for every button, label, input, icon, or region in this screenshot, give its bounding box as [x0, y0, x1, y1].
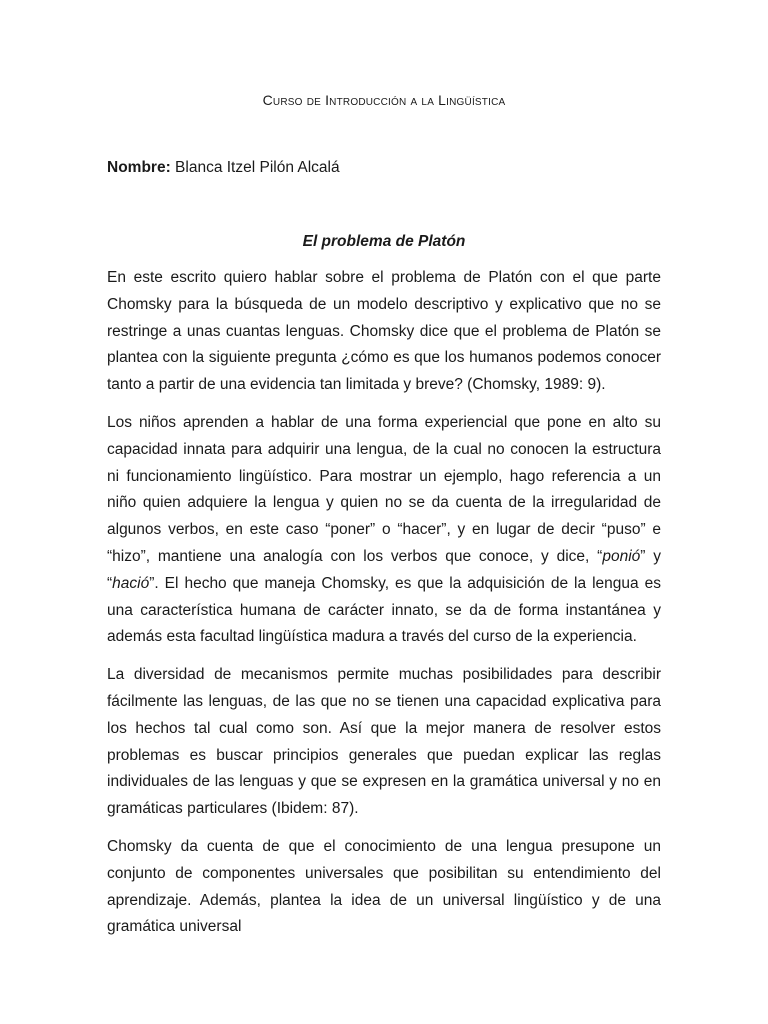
name-label: Nombre: — [107, 159, 171, 176]
paragraph-2 — [107, 410, 661, 651]
name-value: Blanca Itzel Pilón Alcalá — [175, 159, 340, 176]
document-title: El problema de Platón — [302, 233, 466, 250]
paragraph-2-part-a: Los niños aprenden a hablar de una forma experiencial que pone en alto su capacidad innata para adquirir una lengua, de la cual no conocen la estructura ni funcionamiento lingüístico. Para mostrar un ejemplo, hago referencia a un niño quien adquiere la lengua y quien no se da cuenta de la irregularidad de algunos verbos, en este caso “poner” o “hacer”, y en lugar de decir “puso” e “hizo”, mantiene una analogía con los verbos que conoce, y dice, “ — [107, 413, 661, 565]
paragraph-2-part-b: ” y “ — [107, 547, 661, 592]
paragraph-4: Chomsky da cuenta de que el conocimiento de una lengua presupone un conjunto de componentes universales que posibilitan su entendimiento del aprendizaje. Además, plantea la idea de un universal lingüístico y de una gramática universal — [107, 837, 661, 936]
document-body — [107, 265, 661, 952]
student-name-line — [107, 159, 340, 177]
course-title: Curso de Introducción a la Lingüística — [262, 92, 506, 108]
paragraph-2-part-c: ”. El hecho que maneja Chomsky, es que la adquisición de la lengua es una característica humana de carácter innato, se da de forma instantánea y además esta facultad lingüística madura a través del curso de la experiencia. — [107, 574, 661, 646]
paragraph-3: La diversidad de mecanismos permite muchas posibilidades para describir fácilmente las lenguas, de las que no se tienen una capacidad explicativa para los hechos tal cual como son. Así que la mejor manera de resolver estos problemas es buscar principios generales que puedan explicar las reglas individuales de las lenguas y que se expresen en la gramática universal y no en gramáticas particulares (Ibidem: 87). — [107, 666, 661, 818]
italic-word-ponio: ponió — [602, 547, 641, 565]
italic-word-hacio: hació — [112, 574, 150, 592]
paragraph-1: En este escrito quiero hablar sobre el problema de Platón con el que parte Chomsky para la búsqueda de un modelo descriptivo y explicativo que no se restringe a unas cuantas lenguas. Chomsky dice que el problema de Platón se plantea con la siguiente pregunta ¿cómo es que los humanos podemos conocer tanto a partir de una evidencia tan limitada y breve? (Chomsky, 1989: 9). — [107, 269, 661, 394]
